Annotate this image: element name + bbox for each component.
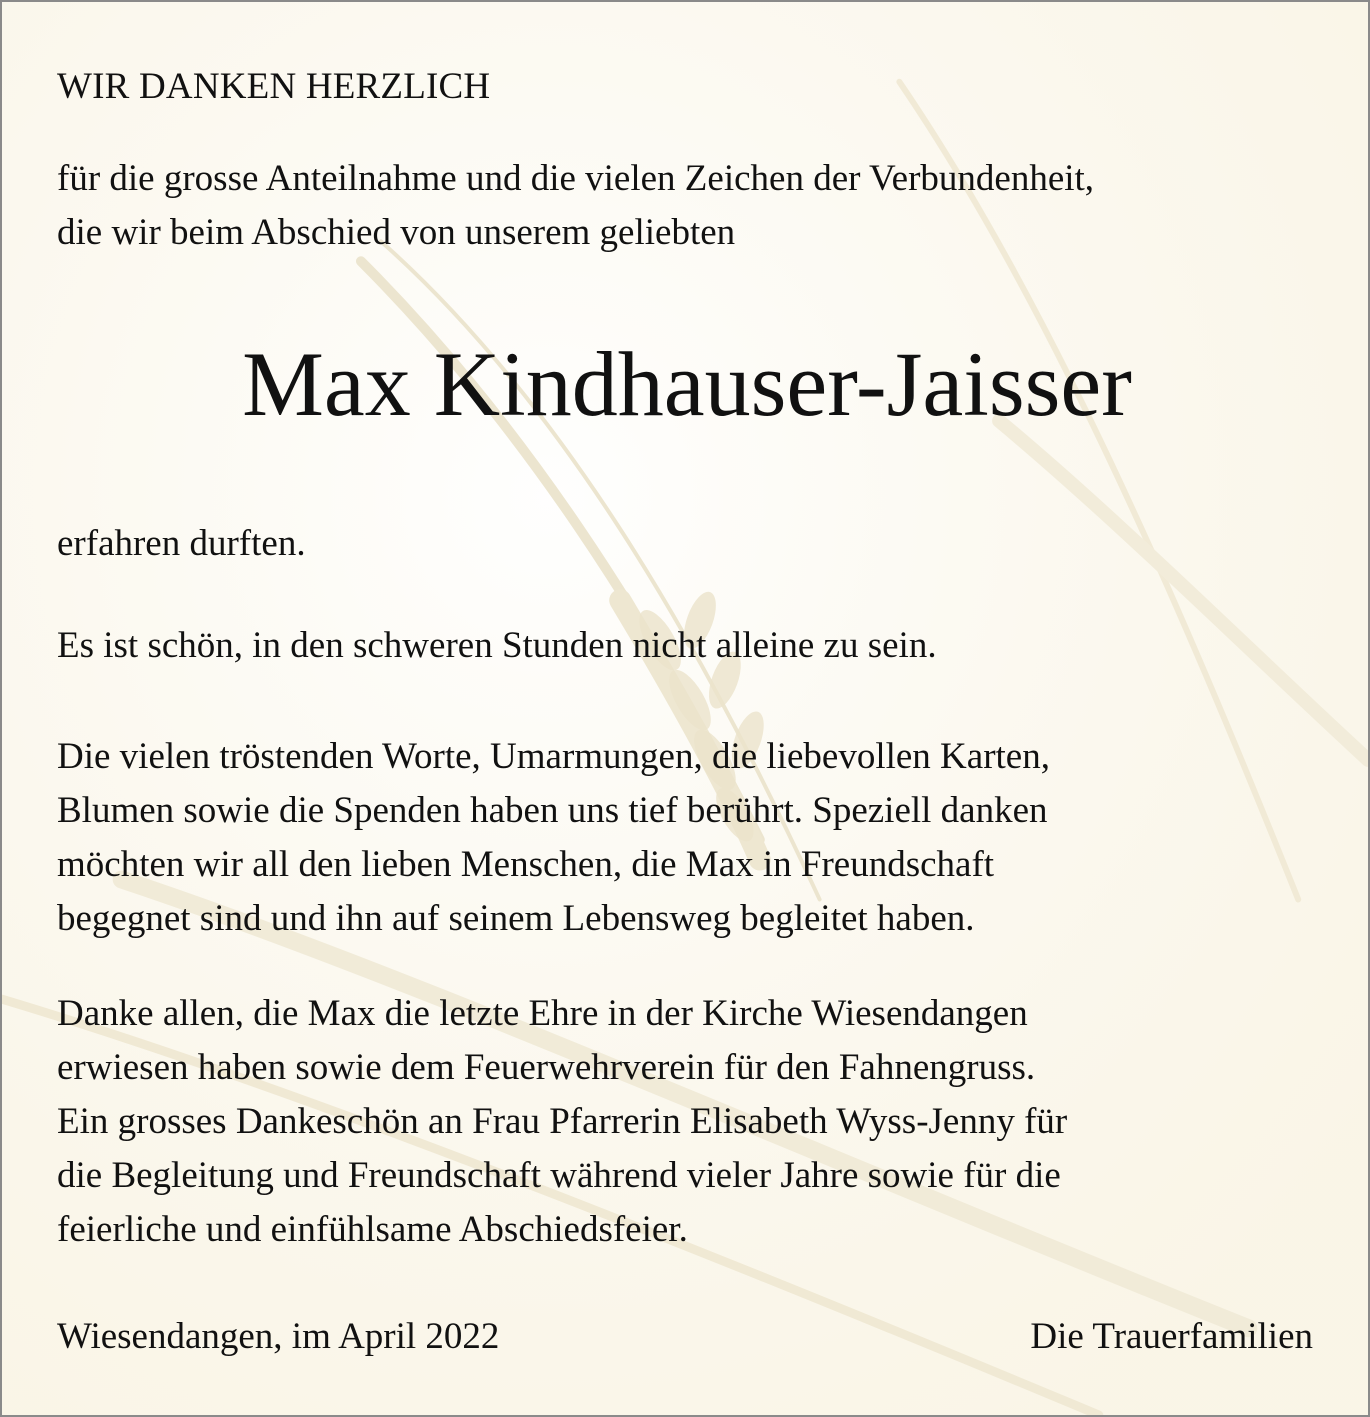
deceased-name: Max Kindhauser-Jaisser xyxy=(242,333,1132,435)
text-line: die Begleitung und Freundschaft während vieler Jahre sowie für die xyxy=(57,1155,1061,1196)
text-line: die wir beim Abschied von unserem geliebten xyxy=(57,212,736,253)
text-line: erfahren durften. xyxy=(57,523,306,564)
text-line: für die grosse Anteilnahme und die vielen Zeichen der Verbundenheit, xyxy=(57,158,1095,199)
notice-heading: WIR DANKEN HERZLICH xyxy=(57,66,491,107)
text-line: Danke allen, die Max die letzte Ehre in der Kirche Wiesendangen xyxy=(57,993,1028,1034)
notice-content xyxy=(2,2,1368,1415)
text-line: Es ist schön, in den schweren Stunden nicht alleine zu sein. xyxy=(57,625,937,666)
text-line: Ein grosses Dankeschön an Frau Pfarrerin Elisabeth Wyss-Jenny für xyxy=(57,1101,1068,1142)
text-line: feierliche und einfühlsame Abschiedsfeier. xyxy=(57,1209,688,1250)
place-date: Wiesendangen, im April 2022 xyxy=(57,1316,500,1357)
intro-paragraph xyxy=(57,152,1094,260)
church-paragraph xyxy=(57,987,1067,1257)
text-line: möchten wir all den lieben Menschen, die Max in Freundschaft xyxy=(57,844,995,885)
text-line: erwiesen haben sowie dem Feuerwehrverein für den Fahnengruss. xyxy=(57,1047,1036,1088)
thanks-paragraph xyxy=(57,730,1050,946)
text-line: Blumen sowie die Spenden haben uns tief berührt. Speziell danken xyxy=(57,790,1048,831)
after-name-text xyxy=(57,517,306,571)
signature: Die Trauerfamilien xyxy=(1030,1316,1313,1357)
text-line: Die vielen tröstenden Worte, Umarmungen, die liebevollen Karten, xyxy=(57,736,1050,777)
comfort-sentence xyxy=(57,619,937,673)
text-line: begegnet sind und ihn auf seinem Lebensweg begleitet haben. xyxy=(57,898,975,939)
